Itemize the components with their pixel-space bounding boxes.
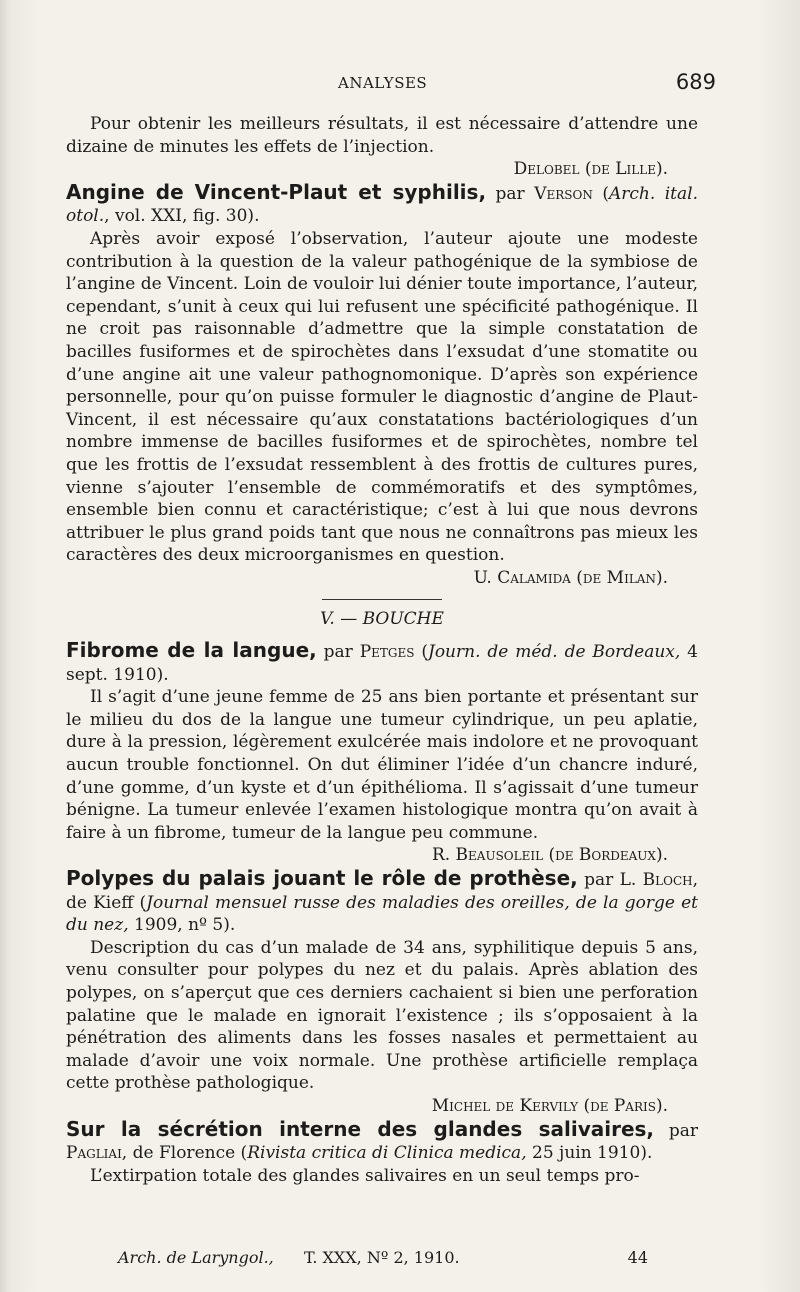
abstract-title: Sur la sécrétion interne des glandes salivaires, (66, 1116, 655, 1141)
citation-by: par (316, 642, 360, 663)
running-title: ANALYSES (338, 74, 428, 92)
abstract-signature: R. Beausoleil (de Bordeaux). (431, 845, 668, 866)
abstract-citation (66, 867, 698, 937)
citation-by: par (577, 870, 620, 890)
citation-by: par (654, 1120, 698, 1141)
citation-ref-open: ( (414, 642, 428, 663)
abstract-paragraph: L’extirpation totale des glandes salivaires en un seul temps pro- (90, 1165, 640, 1186)
footer-journal: Arch. de Laryngol., (118, 1248, 274, 1267)
page-header (66, 72, 716, 100)
abstract-signature: U. Calamida (de Milan). (473, 567, 668, 588)
footer-reference: T. XXX, Nº 2, 1910. (304, 1248, 460, 1267)
abstract-signature: Delobel (de Lille). (513, 159, 668, 180)
abstract-title: Fibrome de la langue, (66, 638, 317, 663)
page-number: 689 (675, 70, 716, 94)
abstract-title: Angine de Vincent-Plaut et syphilis, (66, 179, 487, 204)
abstract-paragraph: Pour obtenir les meilleurs résultats, il est nécessaire d’attendre une dizaine de minutes les effets de l’injection. (66, 114, 698, 157)
abstract-title: Polypes du palais jouant le rôle de prothèse, (66, 866, 578, 890)
page-body (66, 113, 698, 1187)
section-heading: V. — BOUCHE (320, 609, 444, 630)
citation-journal: Arch. ital. otol. (66, 183, 698, 227)
abstract-signature: Michel de Kervily (de Paris). (431, 1095, 668, 1116)
abstract-paragraph: Description du cas d’un malade de 34 ans, syphilitique depuis 5 ans, venu consulter pour polypes du nez et du palais. Après ablation des polypes, on s’aperçut que ces derniers cachaient si bien une perforation palatine que le malade en ignorait l’existence ; ils s’opposaient à la pénétration des aliments dans les fosses nasales et permettaient au malade d’avoir une voix normale. Une prothèse artificielle remplaça cette prothèse pathologique. (66, 937, 698, 1094)
abstract-citation (66, 639, 698, 686)
citation-journal: Journal mensuel russe des maladies des oreilles, de la gorge et du nez, (66, 892, 698, 936)
citation-author: Verson (534, 183, 593, 204)
citation-ref-rest: 25 juin 1910). (526, 1143, 653, 1164)
citation-author: Pagliai, (66, 1143, 128, 1164)
citation-ref-rest: 4 sept. 1910). (66, 642, 698, 685)
citation-ref-open: de Kieff ( (66, 892, 147, 913)
abstract-citation (66, 1118, 698, 1165)
citation-journal: Rivista critica di Clinica medica, (247, 1143, 527, 1164)
citation-author: L. Bloch, (619, 870, 699, 890)
abstract-paragraph: Après avoir exposé l’observation, l’auteur ajoute une modeste contribution à la question de la valeur pathogénique de la symbiose de l’angine de Vincent. Loin de vouloir lui dénier toute importance, l’auteur, cependant, s’unit à ceux qui lui refusent une spécificité pathogénique. Il ne croit pas raisonnable d’admettre que la simple constatation de bacilles fusiformes et de spirochètes dans l’exsudat d’une stomatite ou d’une angine ait une valeur pathognomonique. D’après son expérience personnelle, pour qu’on puisse formuler le diagnostic d’angine de Plaut-Vincent, il est nécessaire qu’aux constatations bactériologiques d’un nombre immense de bacilles fusiformes et de spirochètes, nombre tel que les frottis de l’exsudat ressemblent à des frottis de cultures pures, vienne s’ajouter l’ensemble de commémoratifs et des symptômes, ensemble bien connu et caractéristique; c’est à lui que nous devrons attribuer le plus grand poids tant que nous ne connaîtrons pas mieux les caractères des deux microorganismes en question. (66, 228, 698, 566)
citation-ref-rest: , vol. XXI, fig. 30). (104, 206, 260, 227)
citation-author: Petges (359, 642, 415, 663)
abstract-paragraph: Il s’agit d’une jeune femme de 25 ans bien portante et présentant sur le milieu du dos de la langue une tumeur cylindrique, un peu aplatie, dure à la pression, légèrement exulcérée mais indolore et ne provoquant aucun trouble fonctionnel. On dut éliminer l’idée d’un chancre induré, d’une gomme, d’un kyste et d’un épithélioma. Il s’agissait d’une tumeur bénigne. La tumeur enlevée l’examen histologique montra qu’on avait à faire à un fibrome, tumeur de la langue peu commune. (66, 687, 698, 843)
citation-journal: Journ. de méd. de Bordeaux, (428, 642, 681, 663)
citation-ref-rest: 1909, nº 5). (128, 915, 236, 936)
citation-ref-open: de Florence ( (127, 1143, 248, 1164)
abstract-citation (66, 181, 698, 228)
page-footer (118, 1248, 648, 1272)
citation-ref-open: ( (592, 183, 609, 204)
footer-signature-mark: 44 (627, 1248, 648, 1267)
citation-by: par (486, 183, 535, 204)
section-divider (322, 599, 442, 600)
